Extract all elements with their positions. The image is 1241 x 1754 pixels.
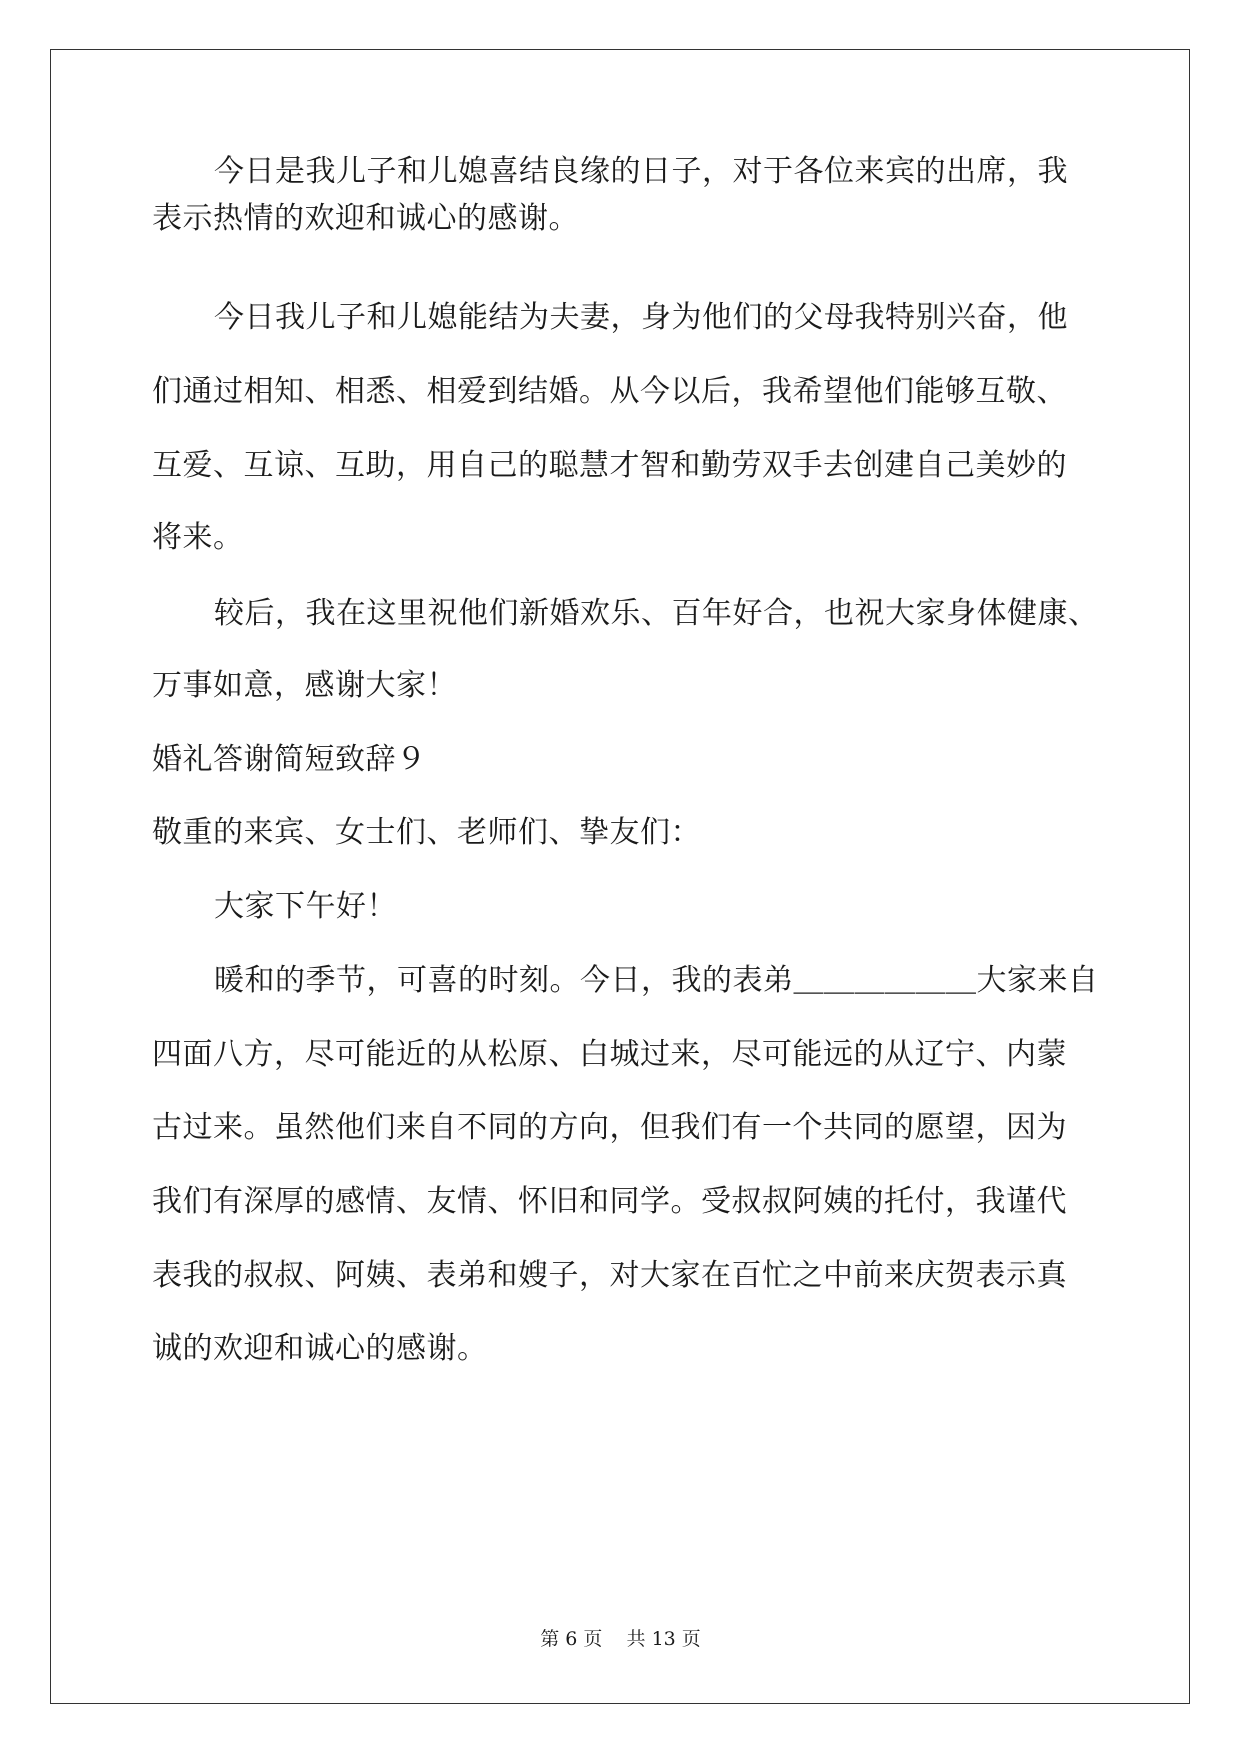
paragraph-line: 今日我儿子和儿媳能结为夫妻，身为他们的父母我特别兴奋，他 <box>214 300 1068 335</box>
paragraph-line: 表示热情的欢迎和诚心的感谢。 <box>152 201 579 236</box>
page-number-footer: 第 6 页 共 13 页 <box>540 1628 701 1650</box>
paragraph-line: 今日是我儿子和儿媳喜结良缘的日子，对于各位来宾的出席，我 <box>214 154 1068 189</box>
greeting-line: 大家下午好！ <box>214 889 397 924</box>
section-heading: 婚礼答谢简短致辞９ <box>152 742 427 777</box>
paragraph-line: 万事如意，感谢大家！ <box>152 668 457 703</box>
paragraph-line: 诚的欢迎和诚心的感谢。 <box>152 1331 488 1366</box>
paragraph-line: 表我的叔叔、阿姨、表弟和嫂子，对大家在百忙之中前来庆贺表示真 <box>152 1258 1067 1293</box>
paragraph-line: 互爱、互谅、互助，用自己的聪慧才智和勤劳双手去创建自己美妙的 <box>152 448 1067 483</box>
paragraph-line: 将来。 <box>152 520 244 555</box>
paragraph-line: 较后，我在这里祝他们新婚欢乐、百年好合，也祝大家身体健康、 <box>214 596 1099 631</box>
paragraph-line: 古过来。虽然他们来自不同的方向，但我们有一个共同的愿望，因为 <box>152 1110 1067 1145</box>
paragraph-line: 们通过相知、相悉、相爱到结婚。从今以后，我希望他们能够互敬、 <box>152 374 1067 409</box>
paragraph-line: 四面八方，尽可能近的从松原、白城过来，尽可能远的从辽宁、内蒙 <box>152 1037 1067 1072</box>
salutation-line: 敬重的来宾、女士们、老师们、挚友们： <box>152 815 701 850</box>
paragraph-line: 暖和的季节，可喜的时刻。今日，我的表弟＿＿＿＿＿＿大家来自 <box>214 963 1099 998</box>
paragraph-line: 我们有深厚的感情、友情、怀旧和同学。受叔叔阿姨的托付，我谨代 <box>152 1184 1067 1219</box>
